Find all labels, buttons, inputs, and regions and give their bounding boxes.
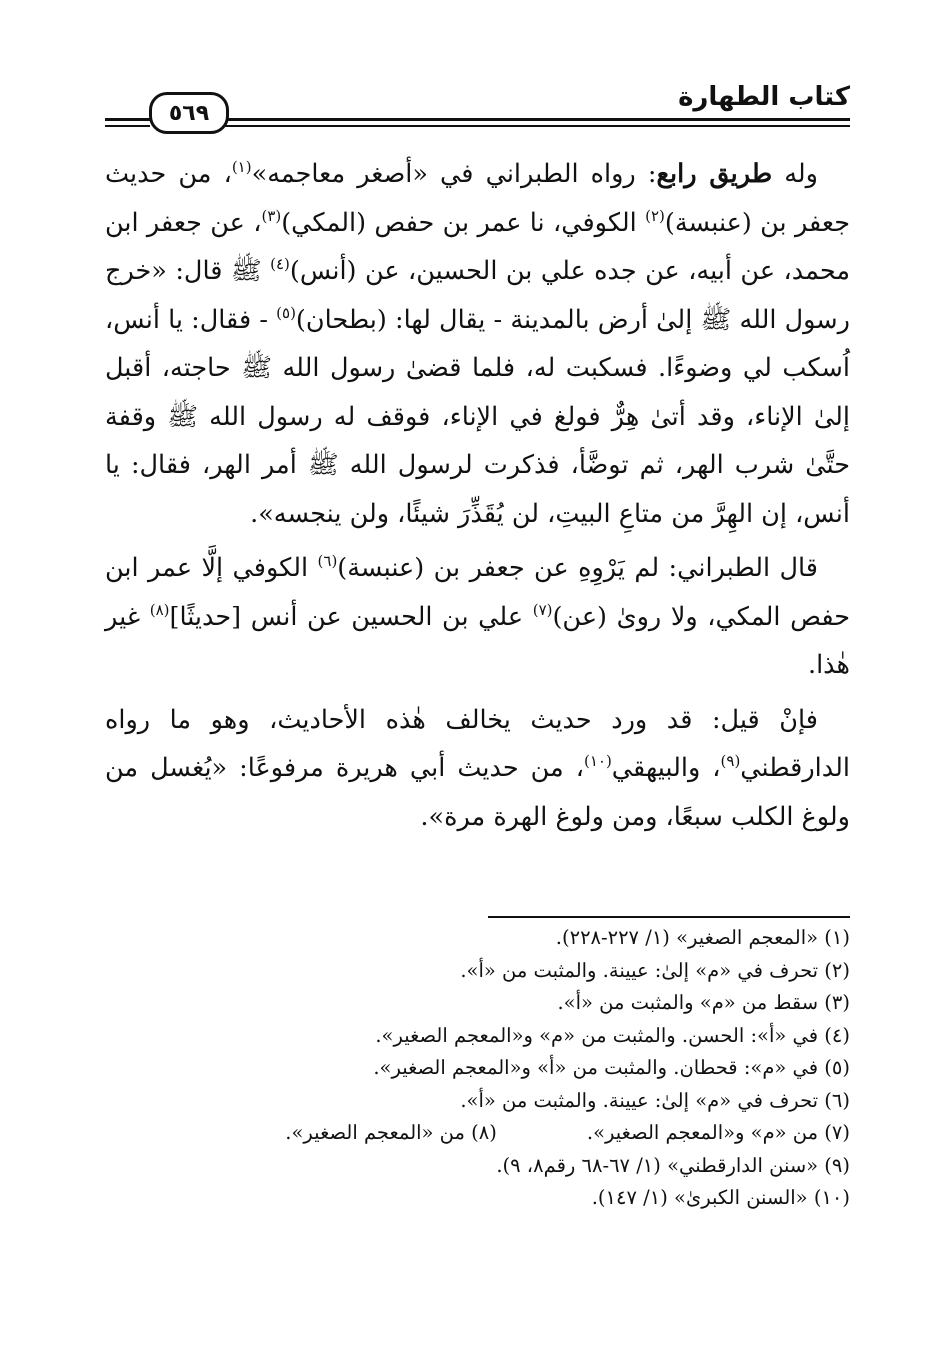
text-run: : رواه الطبراني في «أصغر معاجمه» [251,159,657,189]
footnote-marker: (٤) [270,255,290,273]
text-run: فإنْ قيل: قد ورد حديث يخالف هٰذه الأحاديث، وهو ما رواه الدارقطني [105,704,850,783]
text-run: ، والبيهقي [611,753,721,783]
footnote-marker: (٢) [645,206,665,225]
text-run: غير هٰذا. [105,601,850,680]
paragraph [105,544,850,690]
text-run: ، من حديث أبي هريرة مرفوعًا: «يُغسل من ولوغ الكلب سبعًا، ومن ولوغ الهرة مرة». [105,753,850,832]
text-run: ﷺ قال: «خرج رسول الله ﷺ إلىٰ أرض بالمدينة - يقال لها: (بطحان) [105,256,850,335]
text-run: قال الطبراني: لم يَرْوِهِ عن جعفر بن (عنبسة) [337,553,818,583]
footnotes [105,922,850,1215]
footnote: (٢) تحرف في «م» إلىٰ: عيينة. والمثبت من «أ». [460,958,850,982]
main-text [105,150,850,841]
text-run: الكوفي إلَّا عمر ابن حفص المكي، ولا روىٰ (عن) [105,553,850,632]
footnote-marker: (٨) [149,600,170,619]
footnote: (٦) تحرف في «م» إلىٰ: عيينة. والمثبت من «أ». [460,1088,850,1112]
footnote-marker: (٧) [532,600,553,619]
footnote: (١) «المعجم الصغير» (١/ ٢٢٧-٢٢٨). [555,926,850,949]
text-run: وله [772,159,818,189]
text-run: علي بن الحسين عن أنس [حديثًا] [169,601,533,632]
page-number: ٥٦٩ [149,92,229,134]
footnote: (٥) في «م»: قحطان. والمثبت من «أ» و«المعجم الصغير». [373,1056,850,1079]
footnote: (٤) في «أ»: الحسن. والمثبت من «م» و«المعجم الصغير». [375,1023,850,1047]
footnote-row [105,1117,850,1150]
footnote: (١٠) «السنن الكبرىٰ» (١/ ١٤٧). [591,1186,850,1209]
paragraph [105,696,850,842]
footnote-separator [488,916,850,918]
footnote: (٧) من «م» و«المعجم الصغير». [586,1121,850,1144]
page-header [105,78,850,134]
text-run: ، عن جعفر ابن محمد، عن أبيه، عن جده علي بن الحسين، عن (أنس) [105,207,850,286]
paragraph [105,150,850,538]
footnote-marker: (٣) [261,206,282,225]
header-rule-left-top [105,118,150,121]
footnote: (٩) «سنن الدارقطني» (١/ ٦٧-٦٨ رقم٨، ٩). [496,1153,850,1177]
header-rule-bottom [223,125,850,127]
header-rule-top [223,118,850,121]
footnote-marker: (٦) [317,552,338,570]
footnote: (٣) سقط من «م» والمثبت من «أ». [557,991,850,1014]
footnote-marker: (١) [231,158,252,176]
footnote: (٨) من «المعجم الصغير». [285,1121,497,1144]
bold-text-run: طريق رابع [656,159,773,189]
text-run: الكوفي، نا عمر بن حفص (المكي) [281,207,646,238]
footnote-marker: (٥) [276,303,296,322]
footnote-marker: (٩) [720,752,741,770]
header-rule-left-bottom [105,125,150,127]
footnote-marker: (١٠) [583,752,612,770]
text-run: - فقال: يا أنس، اُسكب لي وضوءًا. فسكبت له، فلما قضىٰ رسول الله ﷺ حاجته، أقبل إلىٰ الإناء، وقد أتىٰ هِرٌّ فولغ في الإناء، فوقف له رسول الله ﷺ وقفة حتَّىٰ شرب الهر، ثم توضَّأ، فذكرت لرسول الله ﷺ أمر الهر، فقال: يا أنس، إن الهِرَّ من متاعِ البيتِ، لن يُقَذِّرَ شيئًا، ولن ينجسه». [105,304,850,529]
text-run: ، من حديث جعفر بن (عنبسة) [105,159,850,238]
book-title: كتاب الطهارة [678,82,850,112]
